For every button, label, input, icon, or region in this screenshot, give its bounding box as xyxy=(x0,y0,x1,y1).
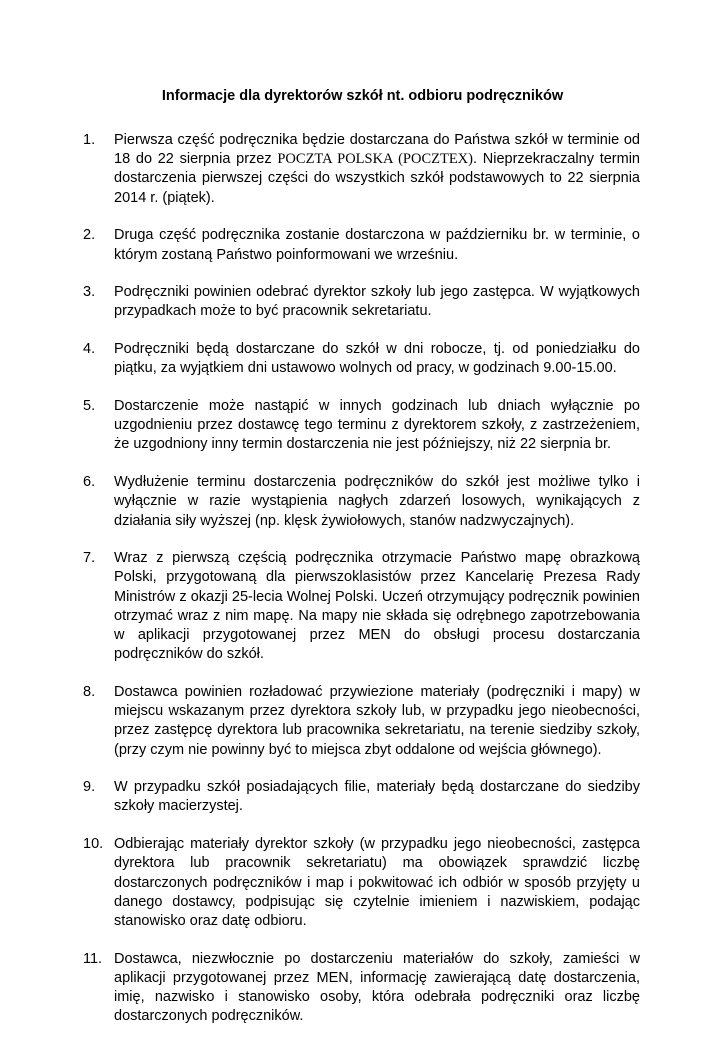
carrier-name: POCZTA POLSKA (POCZTEX) xyxy=(277,151,473,168)
item-text: Dostawca, niezwłocznie po dostarczeniu materiałów do szkoły, zamieści w aplikacji przygotowanej przez MEN, informację zawierającą datę dostarczenia, imię, nazwisko i stanowisko osoby, która odebrała podręczniki oraz liczbę dostarczonych podręczników. xyxy=(114,950,640,1025)
item-number: 8. xyxy=(83,683,96,700)
list-item-10 xyxy=(83,835,640,931)
list-item-5 xyxy=(83,397,640,455)
item-number: 10. xyxy=(83,836,104,853)
item-text: Wraz z pierwszą częścią podręcznika otrzymacie Państwo mapę obrazkową Polski, przygotowaną dla pierwszoklasistów przez Kancelarię Prezesa Rady Ministrów z okazji 25-lecia Wolnej Polski. Uczeń otrzymujący podręcznik powinien otrzymać wraz z nim mapę. Na mapy nie składa się odrębnego zapotrzebowania w aplikacji przygotowanej przez MEN do obsługi procesu dostarczania podręczników do szkół. xyxy=(114,550,640,663)
item-number: 7. xyxy=(83,550,96,567)
item-text: Dostarczenie może nastąpić w innych godzinach lub dniach wyłącznie po uzgodnieniu przez dostawcę tego terminu z dyrektorem szkoły, z zastrzeżeniem, że uzgodniony inny termin dostarczenia nie jest późniejszy, niż 22 sierpnia br. xyxy=(114,398,640,453)
instructions-list xyxy=(83,131,640,1045)
item-number: 6. xyxy=(83,474,96,491)
item-number: 5. xyxy=(83,398,96,415)
list-item-8 xyxy=(83,683,640,760)
list-item-11 xyxy=(83,950,640,1027)
list-item-6 xyxy=(83,473,640,531)
item-number: 9. xyxy=(83,779,96,796)
item-text: Pierwsza część podręcznika będzie dostarczana do Państwa szkół w terminie od 18 do 22 sierpnia przez POCZTA POLSKA (POCZTEX). Nieprzekraczalny termin dostarczenia pierwszej części do wszystkich szkół podstawowych to 22 sierpnia 2014 r. (piątek). xyxy=(114,132,640,206)
list-item-9 xyxy=(83,778,640,816)
document-title: Informacje dla dyrektorów szkół nt. odbioru podręczników xyxy=(161,88,564,104)
item-text: Podręczniki powinien odebrać dyrektor szkoły lub jego zastępca. W wyjątkowych przypadkach może to być pracownik sekretariatu. xyxy=(114,284,640,320)
list-item-4 xyxy=(83,340,640,378)
list-item-1 xyxy=(83,131,640,208)
item-number: 4. xyxy=(83,341,96,358)
list-item-3 xyxy=(83,283,640,321)
item-text: Podręczniki będą dostarczane do szkół w dni robocze, tj. od poniedziałku do piątku, za wyjątkiem dni ustawowo wolnych od pracy, w godzinach 9.00-15.00. xyxy=(114,341,640,377)
list-item-2 xyxy=(83,226,640,264)
item-number: 2. xyxy=(83,227,96,244)
item-number: 3. xyxy=(83,284,96,301)
item-text: W przypadku szkół posiadających filie, materiały będą dostarczane do siedziby szkoły macierzystej. xyxy=(114,779,640,815)
item-text: Dostawca powinien rozładować przywiezione materiały (podręczniki i mapy) w miejscu wskazanym przez dyrektora szkoły lub, w przypadku jego nieobecności, przez zastępcę dyrektora lub pracownika sekretariatu, na terenie siedziby szkoły, (przy czym nie powinny być to miejsca zbyt oddalone od wejścia głównego). xyxy=(114,683,640,758)
list-item-7 xyxy=(83,549,640,664)
item-number: 11. xyxy=(83,950,103,967)
item-text: Wydłużenie terminu dostarczenia podręczników do szkół jest możliwe tylko i wyłącznie w razie wystąpienia nagłych zdarzeń losowych, wynikających z działania siły wyższej (np. klęsk żywiołowych, stanów nadzwyczajnych). xyxy=(114,474,640,529)
item-text: Odbierając materiały dyrektor szkoły (w przypadku jego nieobecności, zastępca dyrektora lub pracownik sekretariatu) ma obowiązek sprawdzić liczbę dostarczonych podręczników i map i pokwitować ich odbiór w sposób przyjęty u danego dostawcy, podpisując się czytelnie imieniem i nazwiskiem, podając stanowisko oraz datę odbioru. xyxy=(114,836,640,929)
item-text: Druga część podręcznika zostanie dostarczona w październiku br. w terminie, o którym zostaną Państwo poinformowani we wrześniu. xyxy=(114,227,640,263)
item-number: 1. xyxy=(83,132,96,148)
